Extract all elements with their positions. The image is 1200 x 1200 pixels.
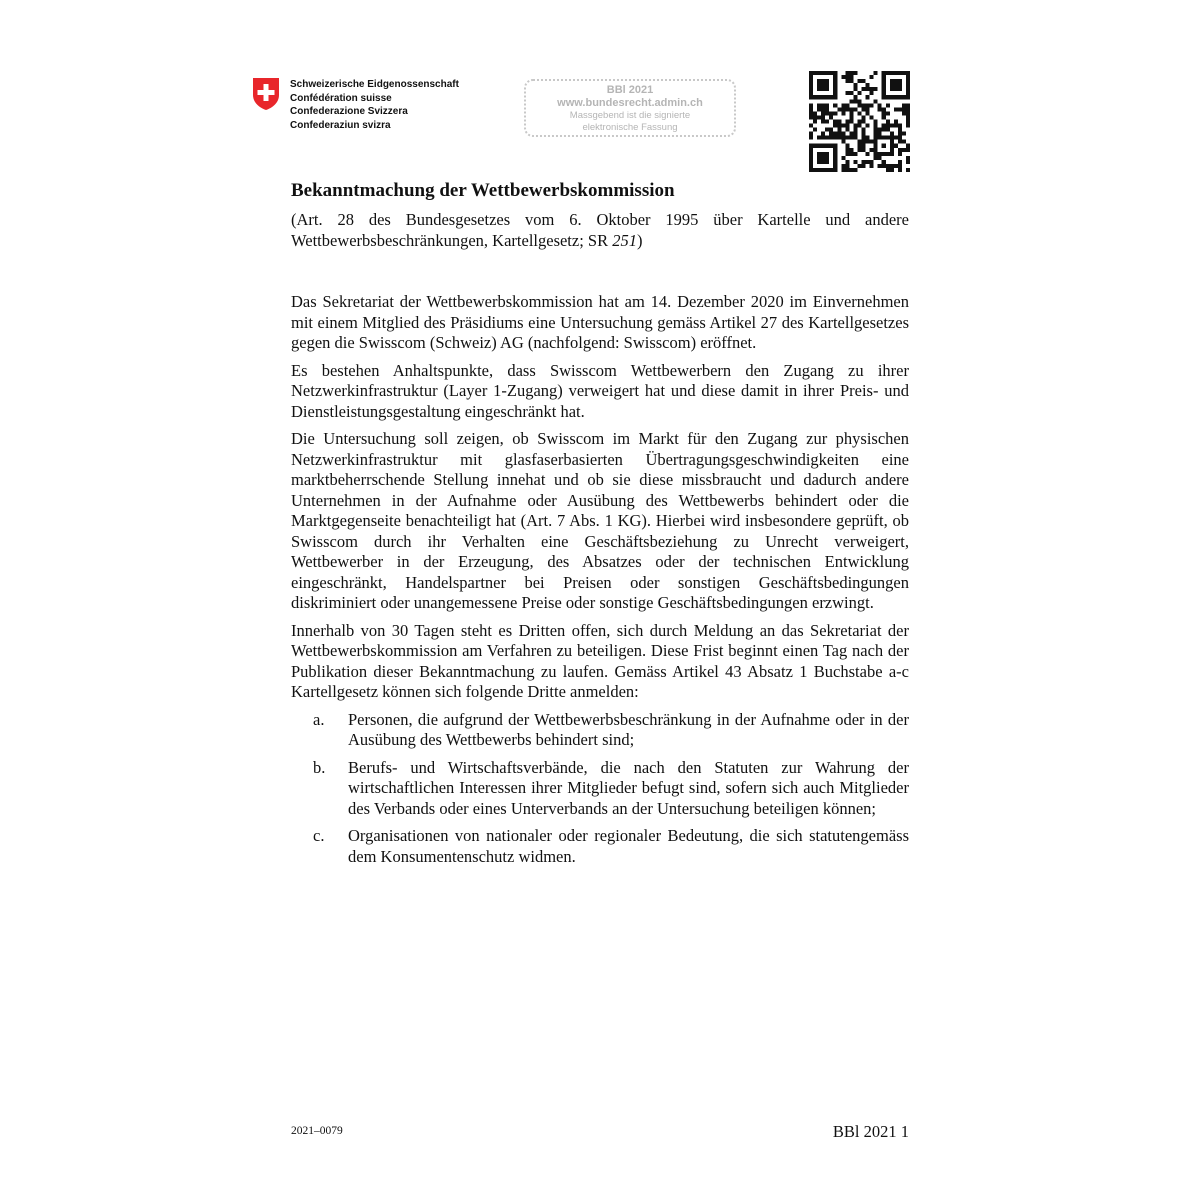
- list-item: [291, 758, 909, 820]
- subtitle-suffix: ): [636, 230, 643, 250]
- swiss-crest-icon: [251, 77, 281, 111]
- document-subtitle: [291, 210, 909, 251]
- list-item-letter: a.: [313, 709, 325, 729]
- list-item: [291, 826, 909, 867]
- list-item-letter: b.: [313, 757, 326, 777]
- confederation-line-it: Confederazione Svizzera: [290, 106, 408, 118]
- document-body: [291, 292, 909, 874]
- stamp-bbl: BBl 2021: [606, 84, 654, 96]
- document-title: Bekanntmachung der Wettbewerbskommission: [291, 180, 675, 201]
- list-item: [291, 710, 909, 751]
- list-item-text: Personen, die aufgrund der Wettbewerbsbeschränkung in der Aufnahme oder in der Ausübung des Wettbewerbs behindert sind;: [348, 709, 909, 749]
- paragraph: Innerhalb von 30 Tagen steht es Dritten offen, sich durch Meldung an das Sekretariat der Wettbewerbskommission am Verfahren zu beteiligen. Diese Frist beginnt einen Tag nach der Publikation dieser Bekanntmachung zu laufen. Gemäss Artikel 43 Absatz 1 Buchstabe a-c Kartellgesetz können sich folgende Dritte anmelden:: [291, 620, 909, 701]
- list-item-text: Berufs- und Wirtschaftsverbände, die nach den Statuten zur Wahrung der wirtschaftlichen Interessen ihrer Mitglieder befugt sind, sofern sich auch Mitglieder des Verbands oder eines Unterverbands an der Untersuchung beteiligen können;: [348, 757, 909, 818]
- document-number: 2021–0079: [291, 1125, 343, 1137]
- paragraph: Die Untersuchung soll zeigen, ob Swisscom im Markt für den Zugang zur physischen Netzwerkinfrastruktur mit glasfaserbasierten Übertragungsgeschwindigkeiten eine marktbeherrschende Stellung innehat und ob sie diese missbraucht und dadurch andere Unternehmen in der Aufnahme oder Ausübung des Wettbewerbs behindert oder die Marktgegenseite benachteiligt hat (Art. 7 Abs. 1 KG). Hierbei wird insbesondere geprüft, ob Swisscom durch ihr Verhalten eine Geschäftsbeziehung zu Unrecht verweigert, Wettbewerber in der Erzeugung, des Absatzes oder der technischen Entwicklung eingeschränkt, Handelspartner bei Preisen oder sonstigen Geschäftsbedingungen diskriminiert oder unangemessene Preise oder sonstige Geschäftsbedingungen erzwingt.: [291, 429, 909, 612]
- page-reference: BBl 2021 1: [832, 1122, 909, 1141]
- confederation-name-block: [290, 78, 459, 132]
- list-item-letter: c.: [313, 826, 325, 845]
- subtitle-sr-number: 251: [612, 230, 637, 250]
- list-item-text: Organisationen von nationaler oder regionaler Bedeutung, die sich statutengemäss dem Konsumentenschutz widmen.: [348, 826, 909, 866]
- stamp-url: www.bundesrecht.admin.ch: [557, 97, 703, 109]
- confederation-line-rm: Confederaziun svizra: [290, 119, 391, 131]
- stamp-note-1: Massgebend ist die signierte: [569, 110, 691, 121]
- authenticity-stamp: [524, 79, 736, 137]
- paragraph: Es bestehen Anhaltspunkte, dass Swisscom Wettbewerbern den Zugang zu ihrer Netzwerkinfrastruktur (Layer 1-Zugang) verweigert hat und diese damit in ihrer Preis- und Dienstleistungsgestaltung eingeschränkt hat.: [291, 360, 909, 421]
- paragraph: Das Sekretariat der Wettbewerbskommission hat am 14. Dezember 2020 im Einvernehmen mit einem Mitglied des Präsidiums eine Untersuchung gemäss Artikel 27 des Kartellgesetzes gegen die Swisscom (Schweiz) AG (nachfolgend: Swisscom) eröffnet.: [291, 292, 909, 352]
- stamp-note-2: elektronische Fassung: [582, 121, 678, 133]
- confederation-line-fr: Confédération suisse: [290, 92, 392, 104]
- third-party-list: [291, 710, 909, 868]
- subtitle-prefix: (Art. 28 des Bundesgesetzes vom 6. Oktober 1995 über Kartelle und andere Wettbewerbsbeschränkungen, Kartellgesetz; SR: [291, 210, 909, 250]
- confederation-line-de: Schweizerische Eidgenossenschaft: [290, 79, 459, 90]
- qr-code-icon: [809, 71, 910, 172]
